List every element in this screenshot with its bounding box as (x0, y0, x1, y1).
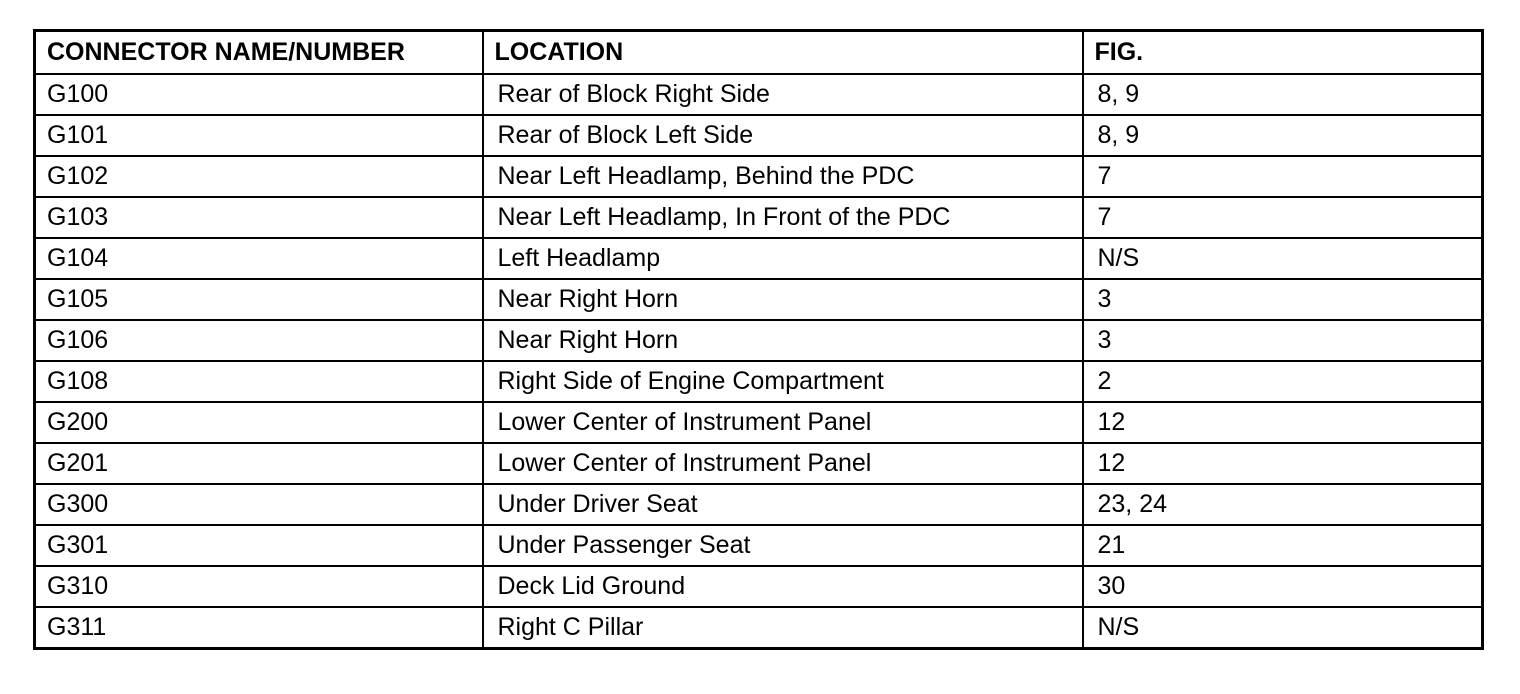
fig-cell: 7 (1083, 197, 1483, 238)
table-row (35, 238, 1483, 279)
fig-cell: 8, 9 (1083, 115, 1483, 156)
fig-cell: 12 (1083, 402, 1483, 443)
location-cell: Lower Center of Instrument Panel (483, 402, 1083, 443)
connector-cell: G105 (35, 279, 483, 320)
connector-cell: G311 (35, 607, 483, 649)
table-row (35, 115, 1483, 156)
table-row (35, 484, 1483, 525)
location-cell: Right C Pillar (483, 607, 1083, 649)
connector-cell: G103 (35, 197, 483, 238)
location-cell: Lower Center of Instrument Panel (483, 443, 1083, 484)
connector-cell: G101 (35, 115, 483, 156)
location-cell: Deck Lid Ground (483, 566, 1083, 607)
location-cell: Near Right Horn (483, 320, 1083, 361)
connector-cell: G201 (35, 443, 483, 484)
location-cell: Rear of Block Left Side (483, 115, 1083, 156)
location-cell: Under Driver Seat (483, 484, 1083, 525)
connector-cell: G310 (35, 566, 483, 607)
header-location: LOCATION (483, 31, 1083, 75)
connector-cell: G106 (35, 320, 483, 361)
table-row (35, 566, 1483, 607)
connector-cell: G108 (35, 361, 483, 402)
connector-cell: G102 (35, 156, 483, 197)
fig-cell: 12 (1083, 443, 1483, 484)
location-cell: Near Left Headlamp, In Front of the PDC (483, 197, 1083, 238)
location-cell: Left Headlamp (483, 238, 1083, 279)
fig-cell: 21 (1083, 525, 1483, 566)
table-row (35, 279, 1483, 320)
location-cell: Rear of Block Right Side (483, 74, 1083, 115)
table-header-row (35, 31, 1483, 75)
connector-cell: G301 (35, 525, 483, 566)
table-row (35, 320, 1483, 361)
fig-cell: 3 (1083, 320, 1483, 361)
connector-cell: G300 (35, 484, 483, 525)
table-row (35, 443, 1483, 484)
location-cell: Near Left Headlamp, Behind the PDC (483, 156, 1083, 197)
fig-cell: 23, 24 (1083, 484, 1483, 525)
header-connector-name: CONNECTOR NAME/NUMBER (35, 31, 483, 75)
fig-cell: 2 (1083, 361, 1483, 402)
connector-cell: G100 (35, 74, 483, 115)
table-row (35, 402, 1483, 443)
table-row (35, 156, 1483, 197)
table-row (35, 607, 1483, 649)
fig-cell: 7 (1083, 156, 1483, 197)
fig-cell: 8, 9 (1083, 74, 1483, 115)
connector-location-table (33, 29, 1484, 650)
connector-cell: G200 (35, 402, 483, 443)
table-row (35, 525, 1483, 566)
fig-cell: N/S (1083, 238, 1483, 279)
location-cell: Under Passenger Seat (483, 525, 1083, 566)
connector-cell: G104 (35, 238, 483, 279)
table-row (35, 74, 1483, 115)
fig-cell: N/S (1083, 607, 1483, 649)
location-cell: Right Side of Engine Compartment (483, 361, 1083, 402)
header-fig: FIG. (1083, 31, 1483, 75)
fig-cell: 3 (1083, 279, 1483, 320)
table-row (35, 361, 1483, 402)
fig-cell: 30 (1083, 566, 1483, 607)
location-cell: Near Right Horn (483, 279, 1083, 320)
table-row (35, 197, 1483, 238)
